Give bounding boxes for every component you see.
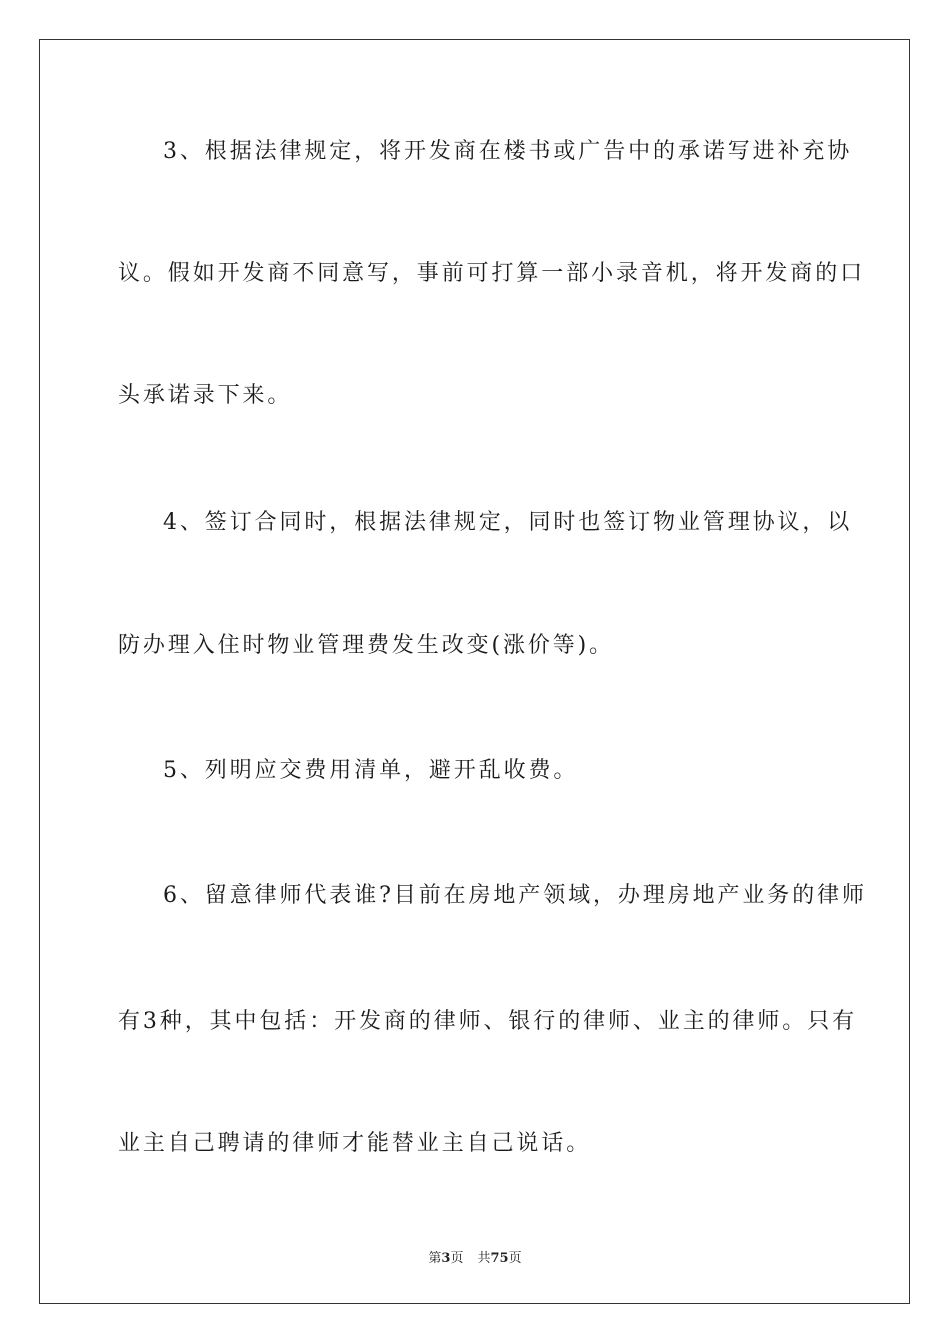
page-footer	[0, 1247, 950, 1266]
paragraph-2-line-1: 4、签订合同时，根据法律规定，同时也签订物业管理协议，以	[163, 510, 853, 535]
footer-page-prefix: 第	[428, 1251, 442, 1266]
footer-page-suffix: 页	[450, 1251, 464, 1266]
page-border	[39, 39, 910, 1304]
paragraph-4-line-1: 6、留意律师代表谁?目前在房地产领域，办理房地产业务的律师	[163, 883, 867, 908]
paragraph-1-line-3: 头承诺录下来。	[118, 383, 293, 408]
footer-total-prefix: 共	[477, 1251, 491, 1266]
footer-total-pages: 75	[490, 1251, 509, 1266]
footer-total-suffix: 页	[508, 1251, 522, 1266]
paragraph-3-line-1: 5、列明应交费用清单，避开乱收费。	[163, 758, 579, 783]
footer-page-number: 3	[441, 1251, 451, 1266]
paragraph-4-line-3: 业主自己聘请的律师才能替业主自己说话。	[118, 1131, 592, 1156]
paragraph-4-line-2: 有3种，其中包括：开发商的律师、银行的律师、业主的律师。只有	[118, 1009, 857, 1034]
paragraph-2-line-2: 防办理入住时物业管理费发生改变(涨价等)。	[118, 633, 615, 658]
paragraph-1-line-1: 3、根据法律规定，将开发商在楼书或广告中的承诺写进补充协	[163, 139, 853, 164]
paragraph-1-line-2: 议。假如开发商不同意写，事前可打算一部小录音机，将开发商的口	[118, 261, 866, 286]
